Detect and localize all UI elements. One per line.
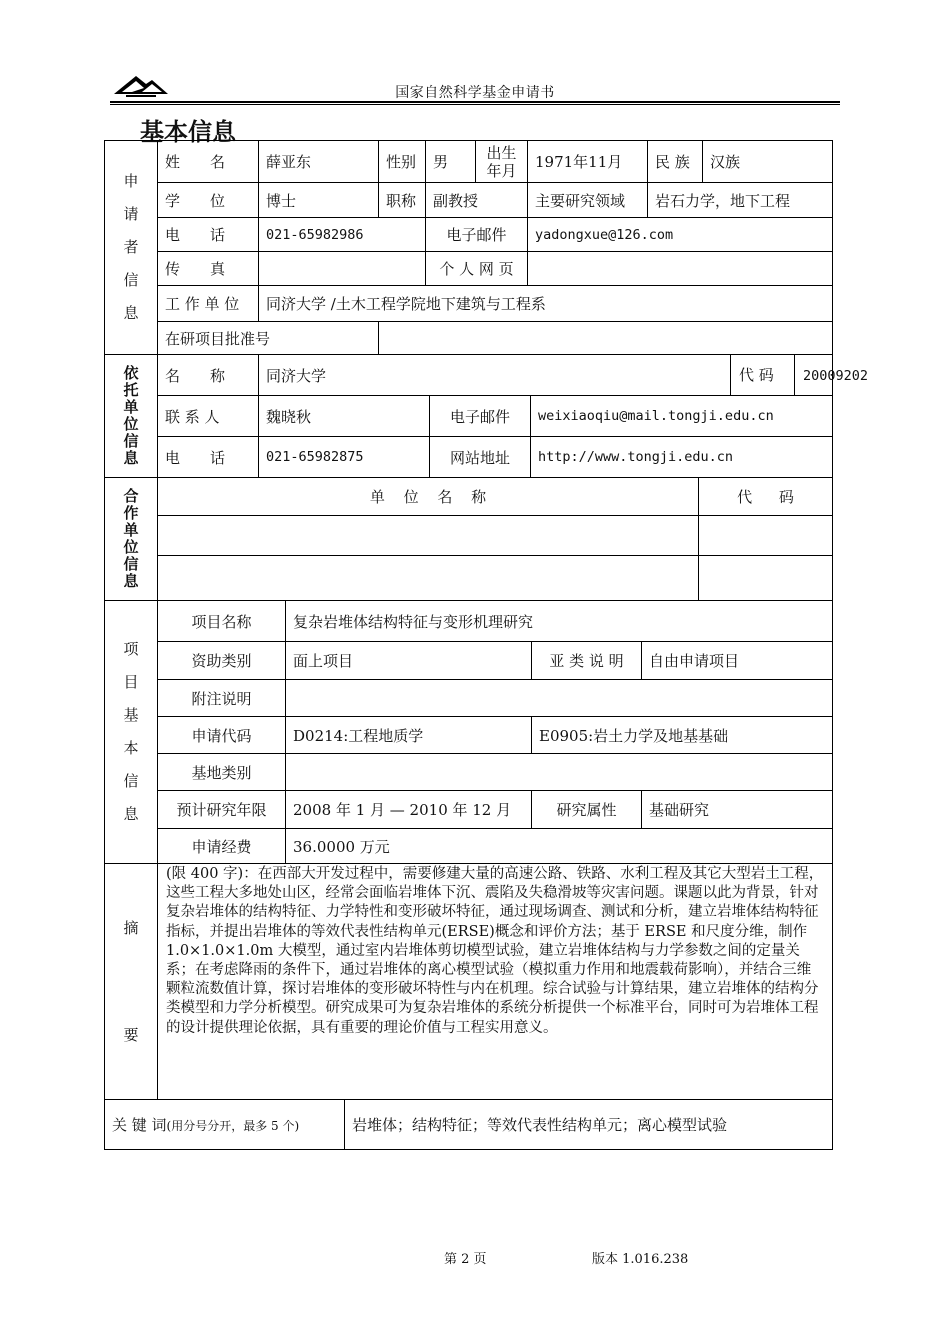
project-name-label: 项目名称 (158, 601, 286, 642)
partner-row-1-code (699, 516, 833, 556)
host-group-label: 依托单位信息 (105, 355, 158, 478)
gender-label: 性别 (379, 141, 426, 183)
partner-col-code: 代 码 (699, 478, 833, 516)
apply-code-2: E0905:岩土力学及地基基础 (532, 717, 833, 754)
unit-label: 工 作 单 位 (158, 286, 259, 322)
phone-value: 021-65982986 (259, 218, 426, 252)
note-value (286, 680, 833, 717)
abstract-label (105, 864, 158, 1100)
keywords-label-cell (105, 1100, 345, 1150)
abstract-label-bottom: 要 (123, 1025, 139, 1044)
keywords-value: 岩堆体；结构特征；等效代表性结构单元；离心模型试验 (345, 1100, 833, 1150)
host-code-label: 代 码 (731, 355, 795, 395)
period-label: 预计研究年限 (158, 791, 286, 829)
title-value: 副教授 (426, 183, 528, 218)
host-name-value: 同济大学 (259, 355, 731, 396)
abstract-label-top: 摘 (123, 918, 139, 937)
partner-row-1-name (158, 516, 699, 556)
birth-label: 出生年月 (476, 141, 528, 183)
name-value: 薛亚东 (259, 141, 379, 183)
budget-label: 申请经费 (158, 829, 286, 864)
homepage-label: 个 人 网 页 (426, 252, 528, 286)
host-contact-value: 魏晓秋 (259, 396, 430, 437)
fax-label: 传 真 (158, 252, 259, 286)
host-email-value: weixiaoqiu@mail.tongji.edu.cn (531, 396, 833, 437)
host-web-label: 网站地址 (430, 437, 531, 478)
section-title: 基本信息 (140, 118, 236, 146)
abstract-prefix: (限 400 字)： (166, 866, 258, 882)
phone-label: 电 话 (158, 218, 259, 252)
keywords-table (104, 1099, 833, 1150)
apply-code-1: D0214:工程地质学 (286, 717, 532, 754)
birth-value: 1971年11月 (528, 141, 648, 183)
homepage-value (528, 252, 833, 286)
project-group-label: 项目基本信息 (105, 601, 158, 864)
abstract-text: 在西部大开发过程中，需要修建大量的高速公路、铁路、水利工程及其它大型岩土工程，这些工程大多地处山区，经常会面临岩堆体下沉、震陷及失稳滑坡等灾害问题。课题以此为背景，针对复杂岩堆体的结构特征、力学特性和变形破坏特征，通过现场调查、测试和分析，建立岩堆体结构特征指标，并提出岩堆体的等效代表性结构单元(ERSE)概念和评价方法；基于 ERSE 和尺度分维，制作 1.0×1.0×1.0m 大模型，通过室内岩堆体剪切模型试验，建立岩堆体结构与力学参数之间的定量关系；在考虑降雨的条件下，通过岩堆体的离心模型试验（模拟重力作用和地震载荷影响），并结合三维颗粒流数值计算，探讨岩堆体的变形破坏特性与内在机理。综合试验与计算结果，建立岩堆体的结构分类模型和力学分析模型。研究成果可为复杂岩堆体的系统分析提供一个标准平台，同时可为岩堆体工程的设计提供理论依据，具有重要的理论价值与工程实用意义。 (166, 866, 824, 1036)
host-contact-label: 联 系 人 (158, 396, 259, 437)
partner-row-2-name (158, 556, 699, 601)
applicant-table (104, 140, 833, 355)
degree-value: 博士 (259, 183, 379, 218)
abstract-table (104, 863, 833, 1100)
ethnic-label: 民 族 (648, 141, 703, 183)
partner-table (104, 477, 833, 601)
email-label: 电子邮件 (426, 218, 528, 252)
base-label: 基地类别 (158, 754, 286, 791)
attr-value: 基础研究 (642, 791, 833, 829)
abstract-body (158, 864, 833, 1100)
period-value: 2008 年 1 月 — 2010 年 12 月 (286, 791, 532, 829)
header-title: 国家自然科学基金申请书 (395, 85, 555, 101)
funding-value: 面上项目 (286, 642, 532, 680)
keywords-label: 关 键 词 (112, 1116, 167, 1134)
header-rule (110, 101, 840, 103)
ethnic-value: 汉族 (703, 141, 833, 183)
budget-value: 36.0000 万元 (286, 829, 833, 864)
header-rule-thin (110, 104, 840, 105)
project-no-value (379, 322, 833, 355)
note-label: 附注说明 (158, 680, 286, 717)
footer-version: 版本 1.016.238 (592, 1252, 689, 1267)
email-value: yadongxue@126.com (528, 218, 833, 252)
keywords-hint: (用分号分开，最多 5 个) (166, 1119, 300, 1133)
host-code-value: 20009202 (803, 368, 869, 384)
gender-value: 男 (426, 141, 476, 183)
field-label: 主要研究领域 (528, 183, 648, 218)
host-name-label: 名 称 (158, 355, 259, 396)
project-name-value: 复杂岩堆体结构特征与变形机理研究 (286, 601, 833, 642)
apply-code-label: 申请代码 (158, 717, 286, 754)
host-web-value: http://www.tongji.edu.cn (531, 437, 833, 478)
host-phone-label: 电 话 (158, 437, 259, 478)
name-label: 姓 名 (158, 141, 259, 183)
project-no-label: 在研项目批准号 (158, 322, 379, 355)
footer-page-number: 第 2 页 (444, 1252, 487, 1267)
host-phone-value: 021-65982875 (259, 437, 430, 478)
partner-row-2-code (699, 556, 833, 601)
base-value (286, 754, 833, 791)
partner-group-label: 合作单位信息 (105, 478, 158, 601)
host-table (104, 354, 869, 478)
partner-col-name: 单 位 名 称 (158, 478, 699, 516)
host-code-cell (731, 355, 869, 396)
subtype-label: 亚 类 说 明 (532, 642, 642, 680)
field-value: 岩石力学，地下工程 (648, 183, 833, 218)
title-label: 职称 (379, 183, 426, 218)
funding-label: 资助类别 (158, 642, 286, 680)
attr-label: 研究属性 (532, 791, 642, 829)
host-email-label: 电子邮件 (430, 396, 531, 437)
fax-value (259, 252, 426, 286)
subtype-value: 自由申请项目 (642, 642, 833, 680)
unit-value: 同济大学 /土木工程学院地下建筑与工程系 (259, 286, 833, 322)
applicant-group-label: 申请者信息 (105, 141, 158, 355)
degree-label: 学 位 (158, 183, 259, 218)
project-table (104, 600, 833, 864)
